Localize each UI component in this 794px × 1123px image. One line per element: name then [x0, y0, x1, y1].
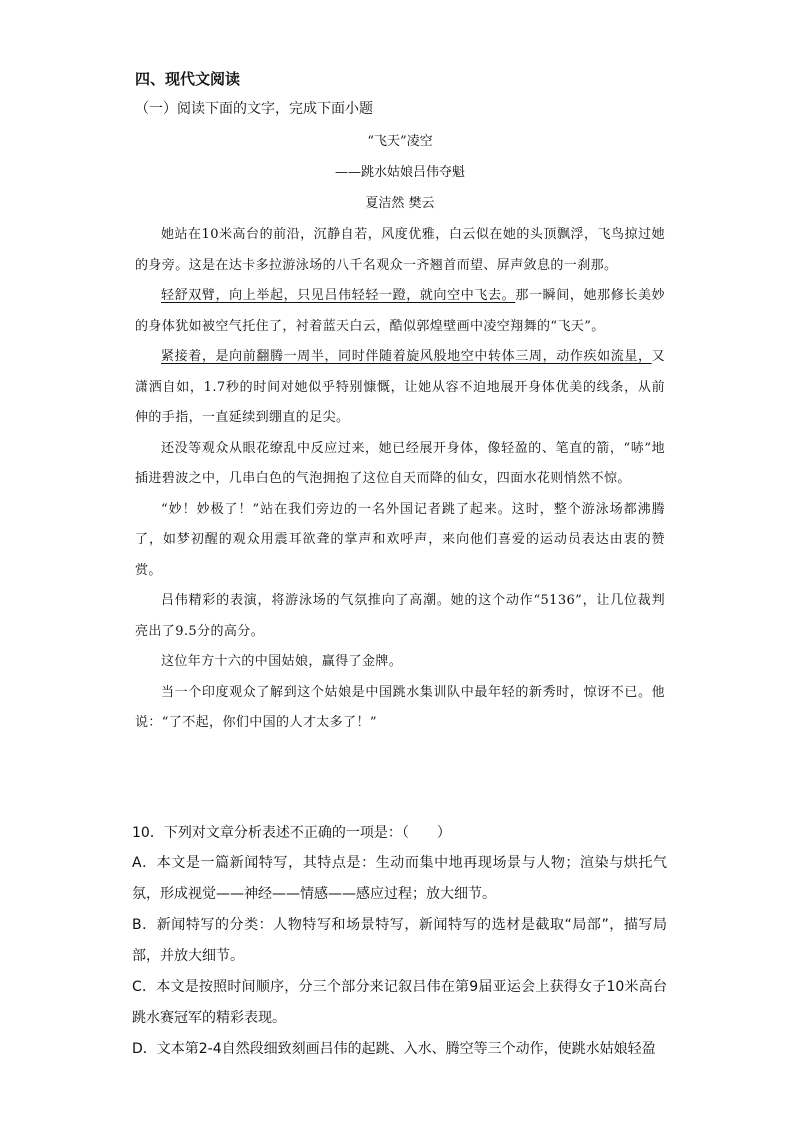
option-b: B．新闻特写的分类：人物特写和场景特写，新闻特写的选材是截取“局部”，描写局部，并放大细节。 — [132, 917, 667, 964]
article-body — [135, 220, 665, 739]
article-paragraph: 她站在10米高台的前沿，沉静自若，风度优雅，白云似在她的头顶飘浮，飞鸟掠过她的身旁。这是在达卡多拉游泳场的八千名观众一齐翘首而望、屏声敛息的一刹那。 — [135, 227, 665, 273]
article-title: “飞天”凌空 — [367, 134, 433, 149]
article-paragraph: 轻舒双臂，向上举起，只见吕伟轻轻一蹬，就向空中飞去。那一瞬间，她那修长美妙的身体犹如被空气托住了，衬着蓝天白云，酷似郭煌壁画中凌空翔舞的“飞天”。 — [135, 288, 666, 334]
article-paragraph: 这位年方十六的中国姑娘，赢得了金牌。 — [161, 654, 403, 669]
section-heading: 四、现代文阅读 — [135, 70, 241, 88]
question-10 — [132, 818, 667, 1065]
article-authors: 夏洁然 樊云 — [365, 196, 435, 211]
article-subtitle: ——跳水姑娘吕伟夺魁 — [334, 165, 465, 180]
article-paragraph: 吕伟精彩的表演，将游泳场的气氛推向了高潮。她的这个动作“5136”，让几位裁判亮出了9.5分的高分。 — [135, 593, 665, 639]
article-paragraph: 紧接着，是向前翻腾一周半，同时伴随着旋风般地空中转体三周，动作疾如流星，又潇洒自如，1.7秒的时间对她似乎特别慷慨，让她从容不迫地展开身体优美的线条，从前伸的手指，一直延续到绷直的足尖。 — [135, 349, 665, 425]
option-a: A．本文是一篇新闻特写，其特点是：生动而集中地再现场景与人物；渲染与烘托气氛，形成视觉——神经——情感——感应过程；放大细节。 — [132, 855, 667, 902]
option-c: C．本文是按照时间顺序，分三个部分来记叙吕伟在第9届亚运会上获得女子10米高台跳水赛冠军的精彩表现。 — [132, 979, 667, 1026]
article-paragraph: 当一个印度观众了解到这个姑娘是中国跳水集训队中最年轻的新秀时，惊讶不已。他说：“了不起，你们中国的人才太多了！” — [135, 684, 665, 730]
article-paragraph: “妙！妙极了！”站在我们旁边的一名外国记者跳了起来。这时，整个游泳场都沸腾了，如梦初醒的观众用震耳欲聋的掌声和欢呼声，来向他们喜爱的运动员表达由衷的赞赏。 — [135, 501, 665, 578]
reading-instruction: （一）阅读下面的文字，完成下面小题 — [135, 101, 373, 117]
question-stem: 10．下列对文章分析表述不正确的一项是：（ ） — [132, 825, 451, 841]
article-paragraph: 还没等观众从眼花缭乱中反应过来，她已经展开身体，像轻盈的、笔直的箭，“哧”地插进碧波之中，几串白色的气泡拥抱了这位自天而降的仙女，四面水花则悄然不惊。 — [135, 440, 665, 486]
underlined-sentence: 紧接着，是向前翻腾一周半，同时伴随着旋风般地空中转体三周，动作疾如流星， — [161, 349, 652, 364]
option-d: D．文本第2-4自然段细致刻画吕伟的起跳、入水、腾空等三个动作，使跳水姑娘轻盈 — [132, 1041, 656, 1057]
underlined-sentence: 轻舒双臂，向上举起，只见吕伟轻轻一蹬，就向空中飞去。 — [161, 288, 516, 303]
